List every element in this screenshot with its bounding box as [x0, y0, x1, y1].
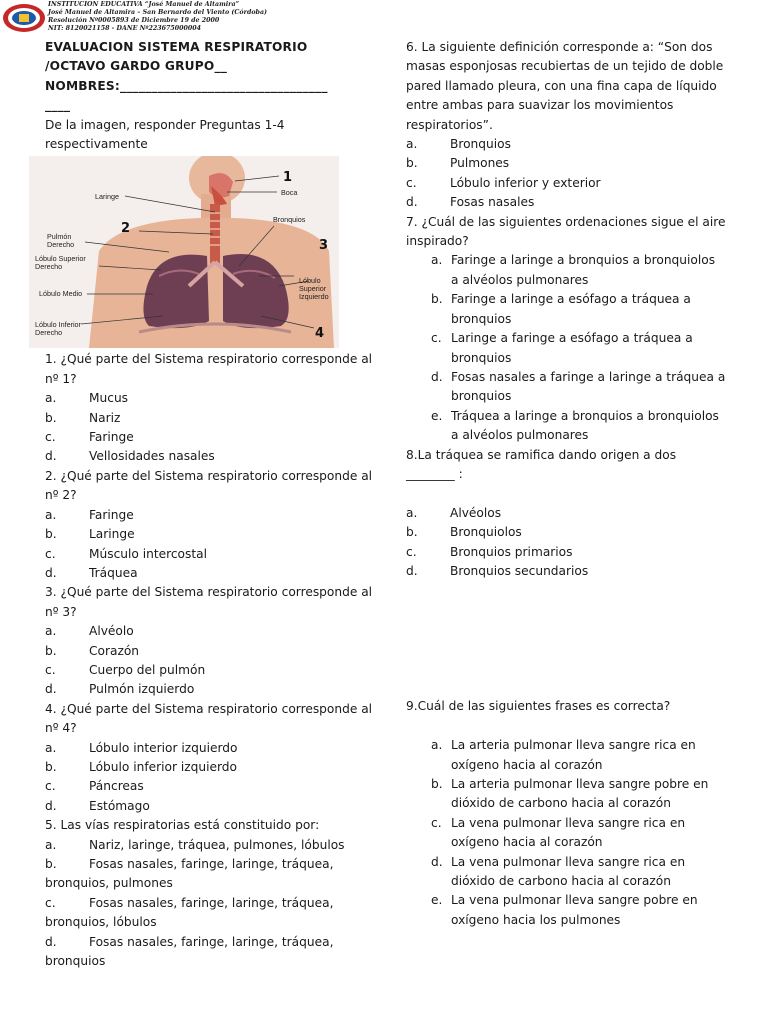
label-laringe: Laringe — [95, 192, 119, 202]
question-2 — [45, 467, 375, 583]
answer-option[interactable]: d. Tráquea — [45, 565, 138, 580]
question-text: 5. Las vías respiratorias está constituido por: — [45, 818, 320, 833]
answer-option[interactable]: b. Bronquiolos — [406, 525, 522, 540]
instruction: De la imagen, responder Preguntas 1-4 respectivamente — [45, 117, 285, 152]
respiratory-system-diagram — [29, 156, 339, 348]
answer-option[interactable]: a. Alvéolos — [406, 505, 502, 520]
answer-option[interactable]: a. Mucus — [45, 391, 129, 406]
question-8 — [406, 446, 726, 582]
exam-title: EVALUACION SISTEMA RESPIRATORIO — [45, 40, 308, 54]
answer-option[interactable]: e. La vena pulmonar lleva sangre pobre en oxígeno hacia los pulmones — [431, 893, 698, 927]
answer-option[interactable]: b. La arteria pulmonar lleva sangre pobre en dióxido de carbono hacia al corazón — [431, 776, 709, 811]
answer-option[interactable]: c. Músculo intercostal — [45, 546, 208, 561]
answer-option[interactable]: d. Pulmón izquierdo — [45, 682, 195, 697]
diagram-number-1: 1 — [283, 170, 293, 186]
answer-option[interactable]: d. Fosas nasales a faringe a laringe a tráquea a bronquios — [431, 369, 726, 404]
header-line: Resolución Nº0005893 de Diciembre 19 de 2000 — [48, 17, 220, 24]
names-field-continuation: ____ — [45, 98, 71, 113]
answer-option[interactable]: d. La vena pulmonar lleva sangre rica en dióxido de carbono hacia al corazón — [431, 854, 686, 888]
question-text: 6. La siguiente definición corresponde a: “Son dos masas esponjosas recubiertas de un tejido de doble pared llamado pleura, con una fina capa de líquido entre ambas para suavizar los movimientos respiratorios”. — [406, 40, 724, 132]
answer-option[interactable]: a. Faringe a laringe a bronquios a bronquiolos a alvéolos pulmonares — [431, 253, 716, 287]
answer-option[interactable]: c. Lóbulo inferior y exterior — [406, 175, 601, 190]
question-text: 3. ¿Qué parte del Sistema respiratorio corresponde al nº 3? — [45, 585, 373, 619]
label-bronquios: Bronquios — [273, 215, 306, 225]
answer-option[interactable]: b. Pulmones — [406, 156, 510, 171]
exam-grade: /OCTAVO GARDO GRUPO__ — [45, 59, 228, 74]
question-text: 8.La tráquea se ramifica dando origen a dos ________ : — [406, 447, 677, 481]
answer-option[interactable]: b. Lóbulo inferior izquierdo — [45, 759, 237, 774]
question-1 — [45, 350, 375, 466]
answer-option[interactable]: b. Laringe — [45, 527, 135, 542]
diagram-number-2: 2 — [121, 221, 131, 237]
answer-option[interactable]: a. Faringe — [45, 507, 134, 522]
answer-option[interactable]: e. Tráquea a laringe a bronquios a bronquiolos a alvéolos pulmonares — [431, 408, 719, 443]
answer-option[interactable]: a. Lóbulo interior izquierdo — [45, 740, 238, 755]
answer-option[interactable]: d. Fosas nasales — [406, 195, 535, 210]
question-text: 2. ¿Qué parte del Sistema respiratorio corresponde al nº 2? — [45, 468, 373, 503]
answer-option[interactable]: c. Cuerpo del pulmón — [45, 662, 206, 677]
answer-option[interactable]: c. Faringe — [45, 430, 134, 445]
answer-option[interactable]: b. Faringe a laringe a esófago a tráquea a bronquios — [431, 292, 691, 326]
names-field[interactable]: NOMBRES:_________________________________ — [45, 78, 328, 93]
question-6 — [406, 38, 726, 213]
answer-option[interactable]: a. Nariz, laringe, tráquea, pulmones, lóbulos — [45, 837, 345, 852]
label-lobulo-superior-izquierdo: Lóbulo Superior Izquierdo — [299, 276, 329, 302]
question-text: 4. ¿Qué parte del Sistema respiratorio corresponde al nº 4? — [45, 701, 373, 736]
answer-option[interactable]: d. Estómago — [45, 798, 150, 813]
answer-option[interactable]: d. Fosas nasales, faringe, laringe, tráquea, bronquios — [45, 934, 334, 969]
left-column — [35, 38, 375, 971]
answer-option[interactable]: a. La arteria pulmonar lleva sangre rica en oxígeno hacia al corazón — [431, 738, 696, 772]
label-lobulo-inferior-derecho: Lóbulo Inferior Derecho — [35, 320, 81, 338]
school-seal-logo — [2, 3, 46, 33]
answer-option[interactable]: a. Alvéolo — [45, 624, 134, 639]
header-line: INSTITUCION EDUCATIVA “José Manuel de Altamira” — [48, 1, 240, 8]
answer-option[interactable]: b. Fosas nasales, faringe, laringe, tráquea, bronquios, pulmones — [45, 857, 334, 891]
label-pulmon-derecho: Pulmón Derecho — [47, 232, 75, 250]
answer-option[interactable]: c. Fosas nasales, faringe, laringe, tráquea, bronquios, lóbulos — [45, 895, 334, 930]
question-7 — [406, 213, 726, 446]
answer-option[interactable]: c. Páncreas — [45, 779, 144, 794]
diagram-number-4: 4 — [315, 326, 325, 342]
header-line: NIT: 8120021158 - DANE Nº223675000004 — [48, 25, 202, 32]
question-5 — [45, 816, 375, 971]
question-4 — [45, 700, 375, 816]
label-lobulo-superior-derecho: Lóbulo Superior Derecho — [35, 254, 86, 272]
answer-option[interactable]: a. Bronquios — [406, 137, 511, 152]
diagram-number-3: 3 — [319, 238, 329, 254]
question-9 — [406, 697, 726, 930]
right-column — [406, 38, 726, 930]
question-text: 1. ¿Qué parte del Sistema respiratorio corresponde al nº 1? — [45, 352, 373, 386]
answer-option[interactable]: c. Laringe a faringe a esófago a tráquea a bronquios — [431, 331, 693, 365]
answer-option[interactable]: c. La vena pulmonar lleva sangre rica en oxígeno hacia al corazón — [431, 815, 686, 850]
answer-option[interactable]: b. Nariz — [45, 410, 121, 425]
answer-option[interactable]: c. Bronquios primarios — [406, 544, 573, 559]
question-3 — [45, 583, 375, 699]
question-text: 7. ¿Cuál de las siguientes ordenaciones sigue el aire inspirado? — [406, 214, 726, 249]
label-boca: Boca — [281, 188, 298, 198]
answer-option[interactable]: b. Corazón — [45, 643, 140, 658]
answer-option[interactable]: d. Bronquios secundarios — [406, 563, 589, 578]
label-lobulo-medio: Lóbulo Medio — [39, 289, 83, 299]
question-text: 9.Cuál de las siguientes frases es correcta? — [406, 699, 671, 714]
header-line: José Manuel de Altamira – San Bernardo del Viento (Córdoba) — [48, 9, 268, 16]
institution-header — [48, 1, 267, 33]
answer-option[interactable]: d. Vellosidades nasales — [45, 449, 215, 464]
